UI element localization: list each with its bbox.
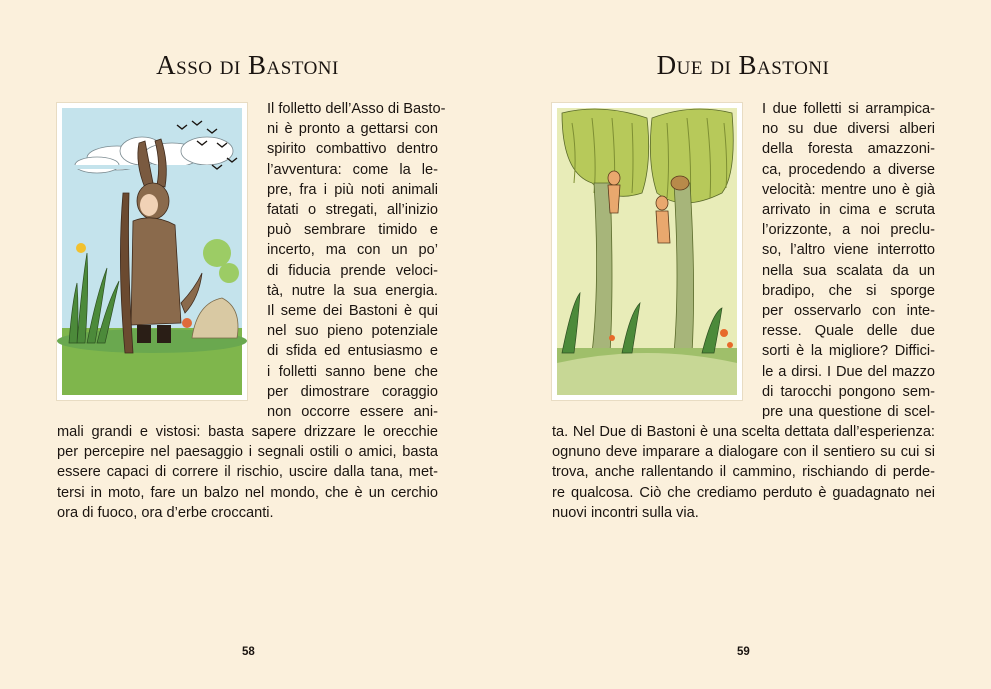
text-line: i folletti sanno bene che [267,363,438,380]
text-line: per osservarlo con inte- [762,303,935,320]
text-line: bradipo, che si sporge [762,282,935,299]
text-line: di sfida ed entusiasmo e [267,343,438,360]
page-number: 59 [737,646,750,658]
text-line: trova, anche rallentando il cammino, rischiando di perde- [552,464,935,481]
text-line: ca, procedendo a diverse [762,161,935,178]
text-line: di fiducia prende veloci- [267,262,438,279]
text-line: mali grandi e vistosi: basta sapere drizzare le orecchie [57,424,438,440]
text-line: Il seme dei Bastoni è qui [267,303,438,320]
text-line: ora di fuoco, ora d’erbe croccanti. [57,504,274,521]
ace-of-wands-illustration [57,103,247,400]
text-line: ognuno deve imparare a dialogare con il sentiero su cui si [552,444,935,461]
text-line: I due folletti si arrampica- [762,101,935,117]
page-number: 58 [242,646,255,658]
text-line: arrivato in cima e scruta [762,202,935,219]
text-line: per percepire nel paesaggio i segnali ostili o amici, basta [57,444,438,461]
text-line: resse. Quale delle due [762,323,935,340]
side-text [762,99,935,422]
text-line: l’orizzonte, a noi preclu- [762,222,935,239]
text-line: pre una questione di scel- [762,404,935,421]
text-line: tà, nutre la sua energia. [267,282,438,299]
full-text [57,422,438,523]
text-line: nuovi incontri sulla via. [552,504,699,521]
text-line: so, l’altro viene interrotto [762,242,935,259]
text-line: nella sua scalata da un [762,262,935,279]
text-line: ta. Nel Due di Bastoni è una scelta dettata dall’esperienza: [552,424,935,440]
text-line: Il folletto dell’Asso di Basto- [267,101,446,117]
text-line: può sembrare timido e [267,222,438,239]
side-text [267,99,446,422]
text-line: le a dirsi. I Due del mazzo [762,363,935,380]
text-line: no su due diversi alberi [762,121,935,138]
text-line: pre, fra i più noti animali [267,181,438,198]
text-line: incerto, ma con un po’ [267,242,438,259]
text-line: re qualcosa. Ciò che crediamo perduto è guadagnato nei [552,484,935,501]
left-page [0,0,495,689]
text-line: della foresta amazzoni- [762,141,935,158]
text-line: essere capaci di correre il rischio, uscire dalla tana, met- [57,464,438,481]
text-line: non occorre essere ani- [267,404,438,421]
card-title: Asso di Bastoni [156,50,339,80]
text-line: per dimostrare coraggio [267,383,438,400]
text-line: tersi in moto, fare un balzo nel mondo, che è un cerchio [57,484,438,501]
text-line: l’avventura: come la le- [267,161,438,178]
text-line: fatati o stregati, all’inizio [267,202,438,219]
two-of-wands-illustration [552,103,742,400]
full-text [552,422,935,523]
card-title: Due di Bastoni [656,50,830,80]
text-line: nel suo pieno potenziale [267,323,438,340]
text-line: velocità: mentre uno è già [762,181,935,198]
text-line: ni è pronto a gettarsi con [267,121,438,138]
text-line: di tarocchi pongono sem- [762,383,935,400]
text-line: spirito combattivo dentro [267,141,438,158]
text-line: sorti è la migliore? Diffici- [762,343,935,360]
right-page [495,0,991,689]
